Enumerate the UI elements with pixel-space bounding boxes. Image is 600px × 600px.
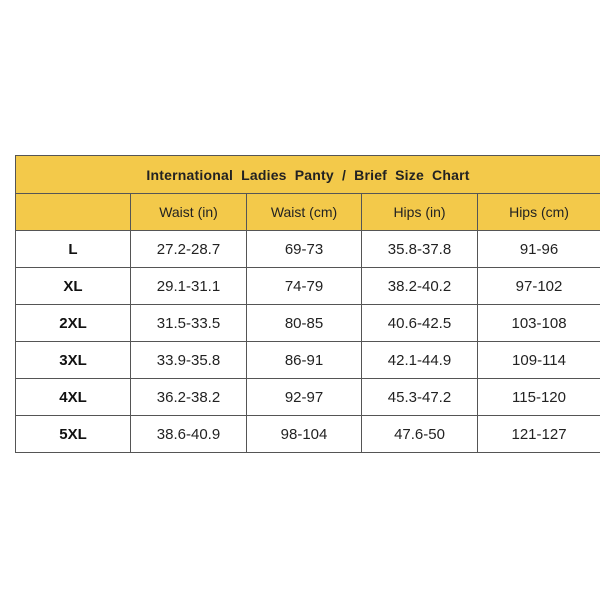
- column-header-waist-in: Waist (in): [131, 194, 247, 231]
- chart-title: International Ladies Panty / Brief Size Chart: [16, 156, 600, 194]
- size-label: 5XL: [16, 416, 131, 453]
- size-label: 2XL: [16, 305, 131, 342]
- waist-in-value: 29.1-31.1: [131, 268, 247, 305]
- table-row: [16, 379, 600, 416]
- hips-in-value: 47.6-50: [362, 416, 478, 453]
- size-chart-table: [15, 155, 600, 453]
- hips-cm-value: 109-114: [478, 342, 600, 379]
- waist-cm-value: 98-104: [247, 416, 362, 453]
- waist-cm-value: 86-91: [247, 342, 362, 379]
- column-header-size: [16, 194, 131, 231]
- hips-cm-value: 115-120: [478, 379, 600, 416]
- waist-cm-value: 80-85: [247, 305, 362, 342]
- hips-in-value: 40.6-42.5: [362, 305, 478, 342]
- hips-cm-value: 91-96: [478, 231, 600, 268]
- title-row: [16, 156, 600, 194]
- column-header-hips-in: Hips (in): [362, 194, 478, 231]
- table-row: [16, 305, 600, 342]
- size-label: 3XL: [16, 342, 131, 379]
- waist-cm-value: 69-73: [247, 231, 362, 268]
- hips-in-value: 35.8-37.8: [362, 231, 478, 268]
- waist-cm-value: 92-97: [247, 379, 362, 416]
- table-row: [16, 342, 600, 379]
- column-header-hips-cm: Hips (cm): [478, 194, 600, 231]
- hips-in-value: 45.3-47.2: [362, 379, 478, 416]
- waist-in-value: 33.9-35.8: [131, 342, 247, 379]
- hips-in-value: 38.2-40.2: [362, 268, 478, 305]
- column-header-waist-cm: Waist (cm): [247, 194, 362, 231]
- hips-cm-value: 121-127: [478, 416, 600, 453]
- size-label: XL: [16, 268, 131, 305]
- table-row: [16, 268, 600, 305]
- waist-cm-value: 74-79: [247, 268, 362, 305]
- waist-in-value: 38.6-40.9: [131, 416, 247, 453]
- waist-in-value: 36.2-38.2: [131, 379, 247, 416]
- hips-cm-value: 97-102: [478, 268, 600, 305]
- waist-in-value: 31.5-33.5: [131, 305, 247, 342]
- table-row: [16, 231, 600, 268]
- size-label: L: [16, 231, 131, 268]
- hips-in-value: 42.1-44.9: [362, 342, 478, 379]
- column-header-row: [16, 194, 600, 231]
- size-label: 4XL: [16, 379, 131, 416]
- hips-cm-value: 103-108: [478, 305, 600, 342]
- waist-in-value: 27.2-28.7: [131, 231, 247, 268]
- table-row: [16, 416, 600, 453]
